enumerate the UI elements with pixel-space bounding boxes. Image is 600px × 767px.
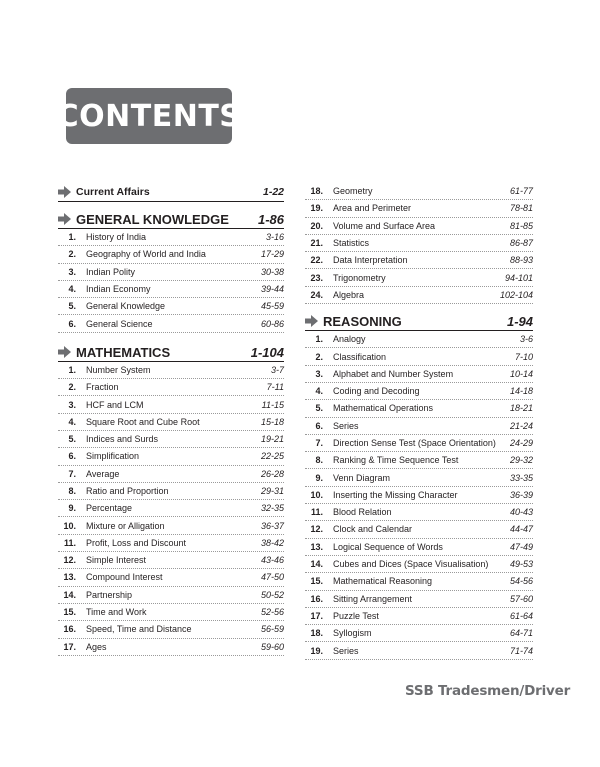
toc-topic: Speed, Time and Distance [86,624,192,635]
section-header-current-affairs [58,183,284,202]
toc-number: 7. [68,468,76,479]
toc-topic: Area and Perimeter [333,203,412,214]
toc-row [305,435,533,452]
toc-row [58,639,284,656]
toc-topic: Number System [86,364,151,375]
toc-pages: 29-31 [260,486,284,496]
toc-row [305,200,533,217]
toc-topic: Trigonometry [333,272,386,283]
toc-topic: Direction Sense Test (Space Orientation) [333,438,496,448]
reasoning-list [305,331,533,660]
right-column [305,183,533,660]
toc-topic: Series [333,420,359,431]
toc-topic: Time and Work [86,607,147,618]
toc-topic: Percentage [86,503,133,514]
toc-topic: Square Root and Cube Root [86,416,200,427]
toc-number: 2. [315,351,323,362]
toc-row [305,252,533,269]
toc-topic: Series [333,645,359,656]
toc-row [305,418,533,435]
toc-row [305,504,533,521]
toc-pages: 81-85 [509,220,533,231]
toc-topic: Ranking & Time Sequence Test [333,455,459,466]
toc-number: 11. [310,507,323,518]
toc-number: 4. [315,386,323,397]
toc-row [305,608,533,625]
toc-pages: 45-59 [260,301,284,312]
toc-number: 22. [310,255,323,266]
toc-pages: 43-46 [260,555,284,566]
toc-pages: 33-35 [509,472,533,483]
section-title: Current Affairs [76,186,150,198]
toc-pages: 47-49 [509,541,533,552]
toc-topic: Mixture or Alligation [86,520,165,531]
toc-row [58,281,284,298]
toc-row [305,521,533,538]
toc-number: 14. [63,589,76,600]
toc-topic: Compound Interest [86,572,163,583]
toc-pages: 61-64 [509,610,533,621]
toc-topic: Indian Polity [86,266,136,277]
toc-row [58,466,284,483]
toc-pages: 78-81 [509,203,533,214]
toc-topic: History of India [86,232,147,243]
toc-pages: 54-56 [509,576,533,587]
toc-row [305,400,533,417]
toc-pages: 11-15 [261,399,284,410]
toc-number: 21. [310,238,323,249]
toc-number: 13. [63,572,76,583]
toc-row [58,315,284,332]
toc-pages: 36-37 [260,520,284,531]
toc-row [305,625,533,642]
toc-row [58,621,284,638]
toc-pages: 7-10 [514,351,533,362]
toc-number: 6. [68,451,76,462]
toc-row [58,517,284,534]
toc-topic: Simple Interest [86,555,147,566]
toc-number: 12. [310,524,323,535]
toc-number: 20. [310,220,323,231]
toc-pages: 3-7 [270,364,284,375]
toc-row [58,535,284,552]
toc-number: 9. [315,472,323,483]
toc-row [58,379,284,396]
toc-pages: 49-53 [509,559,533,570]
toc-number: 17. [310,610,323,621]
toc-pages: 88-93 [509,255,533,266]
toc-topic: Average [86,468,120,479]
section-title: REASONING [323,314,402,330]
toc-topic: Fraction [86,382,119,393]
toc-row [305,539,533,556]
toc-topic: Geometry [333,186,373,197]
toc-row [305,452,533,469]
toc-topic: Cubes and Dices (Space Visualisation) [333,559,489,570]
toc-pages: 60-86 [260,318,284,329]
toc-pages: 52-56 [260,607,284,618]
toc-number: 7. [315,438,323,448]
toc-row [58,448,284,465]
toc-pages: 10-14 [509,368,533,379]
toc-row [305,556,533,573]
toc-topic: Sitting Arrangement [333,593,413,604]
toc-number: 2. [68,249,76,260]
toc-pages: 64-71 [509,628,533,639]
toc-pages: 30-38 [260,266,284,277]
toc-pages: 21-24 [509,420,533,431]
toc-row [58,500,284,517]
toc-row [58,431,284,448]
toc-number: 2. [68,382,76,393]
toc-row [305,183,533,200]
toc-number: 16. [63,624,76,635]
toc-pages: 22-25 [260,451,284,462]
toc-topic: Alphabet and Number System [333,368,454,379]
toc-pages: 17-29 [260,249,284,260]
toc-row [305,573,533,590]
toc-topic: HCF and LCM [86,399,144,410]
toc-pages: 3-6 [519,334,533,345]
toc-pages: 44-47 [509,524,533,535]
toc-row [58,552,284,569]
toc-row [305,348,533,365]
toc-pages: 94-101 [504,272,533,283]
toc-topic: Venn Diagram [333,472,391,483]
toc-row [58,604,284,621]
toc-topic: Statistics [333,238,370,249]
toc-number: 19. [310,203,323,214]
toc-row [58,483,284,500]
mathematics-list-continued [305,183,533,304]
toc-row [305,487,533,504]
toc-number: 12. [63,555,76,566]
toc-topic: Puzzle Test [333,610,379,621]
toc-number: 8. [315,455,323,466]
toc-row [305,331,533,348]
toc-number: 5. [68,434,76,445]
toc-pages: 50-52 [260,589,284,600]
toc-number: 13. [310,541,323,552]
toc-row [305,591,533,608]
toc-topic: Indices and Surds [86,434,159,445]
toc-number: 18. [310,186,323,197]
toc-number: 17. [63,641,76,652]
toc-row [58,264,284,281]
toc-row [305,269,533,286]
mathematics-list [58,362,284,656]
toc-pages: 86-87 [509,238,533,249]
toc-pages: 32-35 [260,503,284,514]
toc-pages: 19-21 [260,434,284,445]
toc-pages: 40-43 [509,507,533,518]
toc-pages: 56-59 [260,624,284,635]
toc-row [58,229,284,246]
toc-topic: Analogy [333,334,366,345]
toc-number: 8. [68,486,76,496]
toc-pages: 15-18 [260,416,284,427]
toc-pages: 47-50 [260,572,284,583]
toc-topic: Algebra [333,289,365,300]
toc-topic: Ratio and Proportion [86,486,169,496]
toc-pages: 36-39 [509,489,533,500]
toc-row [58,587,284,604]
toc-pages: 38-42 [260,537,284,548]
toc-pages: 59-60 [260,641,284,652]
arrow-right-icon [58,186,71,198]
toc-number: 3. [68,399,76,410]
toc-topic: Classification [333,351,387,362]
toc-pages: 71-74 [509,645,533,656]
toc-topic: Clock and Calendar [333,524,413,535]
toc-topic: Profit, Loss and Discount [86,537,187,548]
section-header-general-knowledge [58,210,284,229]
toc-topic: Partnership [86,589,133,600]
toc-pages: 3-16 [265,232,284,243]
toc-number: 5. [68,301,76,312]
toc-number: 19. [310,645,323,656]
section-header-mathematics [58,343,284,362]
toc-pages: 7-11 [266,382,284,393]
toc-number: 6. [68,318,76,329]
toc-number: 23. [310,272,323,283]
toc-topic: Indian Economy [86,284,151,295]
toc-row [305,287,533,304]
toc-number: 1. [68,364,76,375]
toc-number: 14. [310,559,323,570]
toc-row [305,235,533,252]
toc-topic: Geography of World and India [86,249,206,260]
toc-number: 4. [68,284,76,295]
toc-row [58,298,284,315]
toc-row [305,469,533,486]
toc-row [58,396,284,413]
toc-topic: Data Interpretation [333,255,408,266]
toc-number: 18. [310,628,323,639]
toc-topic: Inserting the Missing Character [333,489,458,500]
toc-pages: 18-21 [509,403,533,414]
general-knowledge-list [58,229,284,333]
toc-number: 9. [68,503,76,514]
toc-pages: 61-77 [509,186,533,197]
toc-number: 4. [68,416,76,427]
section-pages: 1-94 [506,314,533,330]
toc-row [58,362,284,379]
toc-number: 3. [68,266,76,277]
toc-topic: Volume and Surface Area [333,220,436,231]
section-header-reasoning [305,312,533,331]
toc-topic: General Knowledge [86,301,166,312]
toc-pages: 14-18 [509,386,533,397]
toc-topic: Mathematical Operations [333,403,434,414]
toc-topic: General Science [86,318,153,329]
toc-number: 1. [68,232,76,243]
section-pages: 1-22 [262,186,284,198]
page-title: CONTENTS [56,98,242,134]
toc-row [305,218,533,235]
toc-topic: Mathematical Reasoning [333,576,433,587]
toc-topic: Syllogism [333,628,372,639]
toc-number: 10. [310,489,323,500]
toc-row [58,246,284,263]
toc-number: 3. [315,368,323,379]
toc-row [305,366,533,383]
toc-row [305,383,533,400]
toc-number: 24. [310,289,323,300]
toc-pages: 24-29 [509,438,533,448]
book-footer-title: SSB Tradesmen/Driver [405,683,571,699]
toc-topic: Blood Relation [333,507,392,518]
toc-number: 1. [315,334,323,345]
toc-pages: 102-104 [499,289,533,300]
arrow-right-icon [305,315,318,327]
toc-row [305,642,533,659]
toc-pages: 57-60 [509,593,533,604]
section-pages: 1-86 [257,212,284,227]
section-pages: 1-104 [250,344,284,360]
toc-pages: 39-44 [260,284,284,295]
toc-pages: 26-28 [260,468,284,479]
toc-topic: Ages [86,641,107,652]
toc-topic: Logical Sequence of Words [333,541,443,552]
toc-topic: Coding and Decoding [333,386,420,397]
toc-number: 5. [315,403,323,414]
toc-row [58,414,284,431]
toc-number: 6. [315,420,323,431]
toc-number: 10. [63,520,76,531]
arrow-right-icon [58,346,71,358]
contents-title-box [56,88,242,144]
toc-row [58,569,284,586]
section-title: GENERAL KNOWLEDGE [76,212,229,227]
toc-number: 11. [63,537,76,548]
toc-number: 16. [310,593,323,604]
toc-number: 15. [310,576,323,587]
arrow-right-icon [58,213,71,225]
left-column [58,183,284,656]
toc-number: 15. [63,607,76,618]
toc-topic: Simplification [86,451,140,462]
section-title: MATHEMATICS [76,344,171,360]
toc-pages: 29-32 [509,455,533,466]
